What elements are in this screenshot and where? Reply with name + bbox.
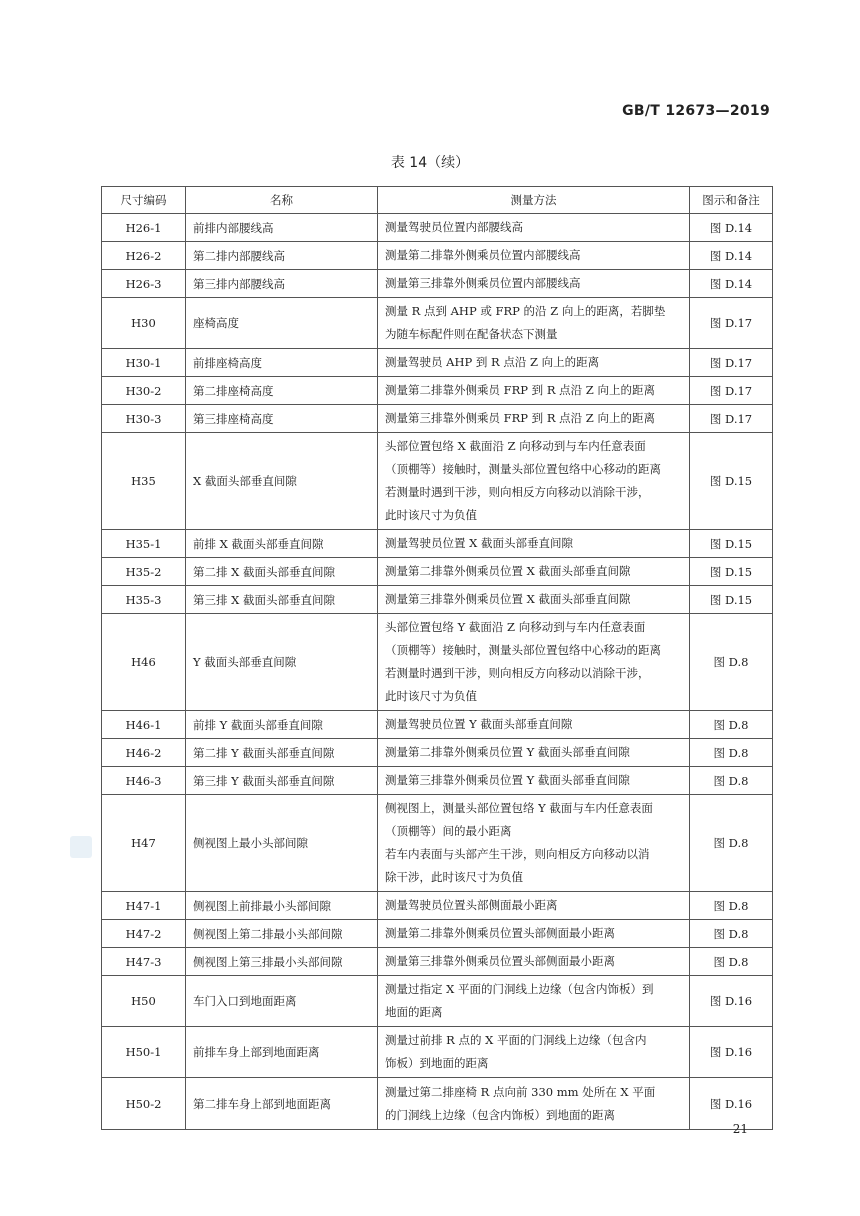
method-line: 此时该尺寸为负值 [385, 689, 477, 703]
measurement-method [378, 558, 690, 586]
dimension-code: H46 [102, 614, 186, 711]
standard-code: GB/T 12673—2019 [622, 103, 770, 119]
method-line: 测量 R 点到 AHP 或 FRP 的沿 Z 向上的距离，若脚垫 [385, 304, 666, 318]
header-code: 尺寸编码 [102, 187, 186, 214]
measurement-method [378, 948, 690, 976]
dimension-name: 车门入口到地面距离 [186, 976, 378, 1027]
figure-reference: 图 D.16 [690, 1027, 773, 1078]
table-row [102, 377, 773, 405]
dimension-code: H47-1 [102, 892, 186, 920]
dimension-code: H30-2 [102, 377, 186, 405]
figure-reference: 图 D.8 [690, 739, 773, 767]
measurement-method [378, 405, 690, 433]
table-row [102, 270, 773, 298]
measurement-method [378, 586, 690, 614]
measurement-method [378, 270, 690, 298]
table-row [102, 948, 773, 976]
figure-reference: 图 D.14 [690, 242, 773, 270]
method-line: 测量第三排靠外侧乘员位置头部侧面最小距离 [385, 954, 615, 968]
method-line: 地面的距离 [385, 1005, 443, 1019]
table-row [102, 614, 773, 711]
figure-reference: 图 D.8 [690, 892, 773, 920]
table-row [102, 976, 773, 1027]
measurement-method [378, 214, 690, 242]
figure-reference: 图 D.8 [690, 614, 773, 711]
dimension-name: 前排 Y 截面头部垂直间隙 [186, 711, 378, 739]
dimension-code: H30-1 [102, 349, 186, 377]
figure-reference: 图 D.8 [690, 920, 773, 948]
measurement-method [378, 767, 690, 795]
method-line: 头部位置包络 Y 截面沿 Z 向移动到与车内任意表面 [385, 620, 646, 634]
dimension-code: H50 [102, 976, 186, 1027]
method-line: 测量第三排靠外侧乘员位置 Y 截面头部垂直间隙 [385, 773, 630, 787]
dimension-code: H26-2 [102, 242, 186, 270]
method-line: 测量第二排靠外侧乘员位置头部侧面最小距离 [385, 926, 615, 940]
table-row [102, 1027, 773, 1078]
dimension-name: 第三排座椅高度 [186, 405, 378, 433]
dimension-name: 侧视图上第二排最小头部间隙 [186, 920, 378, 948]
method-line: 测量第二排靠外侧乘员位置 Y 截面头部垂直间隙 [385, 745, 630, 759]
measurement-method [378, 1078, 690, 1130]
dimension-code: H35-1 [102, 530, 186, 558]
dimension-name: 前排 X 截面头部垂直间隙 [186, 530, 378, 558]
measurement-method [378, 920, 690, 948]
measurement-method [378, 433, 690, 530]
dimension-code: H47-2 [102, 920, 186, 948]
figure-reference: 图 D.17 [690, 405, 773, 433]
watermark-logo [70, 836, 92, 858]
figure-reference: 图 D.15 [690, 558, 773, 586]
measurement-method [378, 795, 690, 892]
measurement-method [378, 739, 690, 767]
table-row [102, 558, 773, 586]
dimension-code: H46-3 [102, 767, 186, 795]
dimension-name: 第二排 X 截面头部垂直间隙 [186, 558, 378, 586]
figure-reference: 图 D.16 [690, 1078, 773, 1130]
table-header-row [102, 187, 773, 214]
table-row [102, 586, 773, 614]
table-row [102, 349, 773, 377]
table-row [102, 242, 773, 270]
dimension-name: 座椅高度 [186, 298, 378, 349]
header-figure: 图示和备注 [690, 187, 773, 214]
method-line: 测量第二排靠外侧乘员位置内部腰线高 [385, 248, 581, 262]
method-line: 头部位置包络 X 截面沿 Z 向移动到与车内任意表面 [385, 439, 646, 453]
method-line: 若测量时遇到干涉，则向相反方向移动以消除干涉， [385, 666, 650, 680]
measurement-method [378, 298, 690, 349]
dimension-code: H26-1 [102, 214, 186, 242]
measurement-method [378, 892, 690, 920]
method-line: 测量过前排 R 点的 X 平面的门洞线上边缘（包含内 [385, 1033, 647, 1047]
measurement-method [378, 1027, 690, 1078]
figure-reference: 图 D.17 [690, 349, 773, 377]
method-line: 测量驾驶员位置头部侧面最小距离 [385, 898, 558, 912]
page-number: 21 [732, 1122, 748, 1136]
dimension-code: H46-1 [102, 711, 186, 739]
dimension-table [101, 186, 773, 1130]
measurement-method [378, 349, 690, 377]
table-row [102, 530, 773, 558]
measurement-method [378, 377, 690, 405]
figure-reference: 图 D.8 [690, 711, 773, 739]
method-line: 测量第三排靠外侧乘员 FRP 到 R 点沿 Z 向上的距离 [385, 411, 655, 425]
table-row [102, 795, 773, 892]
figure-reference: 图 D.8 [690, 948, 773, 976]
measurement-method [378, 711, 690, 739]
dimension-code: H26-3 [102, 270, 186, 298]
figure-reference: 图 D.8 [690, 767, 773, 795]
method-line: 除干涉，此时该尺寸为负值 [385, 870, 523, 884]
dimension-name: 前排座椅高度 [186, 349, 378, 377]
figure-reference: 图 D.16 [690, 976, 773, 1027]
dimension-name: 侧视图上最小头部间隙 [186, 795, 378, 892]
figure-reference: 图 D.8 [690, 795, 773, 892]
dimension-name: Y 截面头部垂直间隙 [186, 614, 378, 711]
method-line: 若测量时遇到干涉，则向相反方向移动以消除干涉， [385, 485, 650, 499]
method-line: 测量第二排靠外侧乘员 FRP 到 R 点沿 Z 向上的距离 [385, 383, 655, 397]
method-line: 测量驾驶员 AHP 到 R 点沿 Z 向上的距离 [385, 355, 600, 369]
table-row [102, 711, 773, 739]
dimension-code: H30 [102, 298, 186, 349]
dimension-code: H46-2 [102, 739, 186, 767]
dimension-name: 第二排内部腰线高 [186, 242, 378, 270]
method-line: 饰板）到地面的距离 [385, 1056, 489, 1070]
dimension-name: 第三排 X 截面头部垂直间隙 [186, 586, 378, 614]
dimension-code: H47-3 [102, 948, 186, 976]
method-line: 测量过第二排座椅 R 点向前 330 mm 处所在 X 平面 [385, 1084, 656, 1099]
method-line: 的门洞线上边缘（包含内饰板）到地面的距离 [385, 1107, 615, 1122]
figure-reference: 图 D.14 [690, 270, 773, 298]
method-line: （顶棚等）接触时，测量头部位置包络中心移动的距离 [385, 643, 661, 657]
dimension-name: 前排车身上部到地面距离 [186, 1027, 378, 1078]
figure-reference: 图 D.17 [690, 377, 773, 405]
method-line: 测量驾驶员位置内部腰线高 [385, 220, 523, 234]
dimension-name: 第二排车身上部到地面距离 [186, 1078, 378, 1130]
dimension-name: 第二排座椅高度 [186, 377, 378, 405]
dimension-code: H35 [102, 433, 186, 530]
figure-reference: 图 D.15 [690, 586, 773, 614]
figure-reference: 图 D.15 [690, 530, 773, 558]
measurement-method [378, 976, 690, 1027]
dimension-code: H50-1 [102, 1027, 186, 1078]
measurement-method [378, 530, 690, 558]
method-line: 测量驾驶员位置 X 截面头部垂直间隙 [385, 536, 573, 550]
measurement-method [378, 242, 690, 270]
dimension-code: H35-3 [102, 586, 186, 614]
figure-reference: 图 D.15 [690, 433, 773, 530]
method-line: 测量第二排靠外侧乘员位置 X 截面头部垂直间隙 [385, 564, 631, 578]
header-name: 名称 [186, 187, 378, 214]
dimension-name: 侧视图上第三排最小头部间隙 [186, 948, 378, 976]
dimension-name: 第二排 Y 截面头部垂直间隙 [186, 739, 378, 767]
table-row [102, 739, 773, 767]
dimension-name: 第三排内部腰线高 [186, 270, 378, 298]
table-row [102, 214, 773, 242]
dimension-code: H50-2 [102, 1078, 186, 1130]
table-row [102, 298, 773, 349]
table-row [102, 1078, 773, 1130]
method-line: 测量第三排靠外侧乘员位置 X 截面头部垂直间隙 [385, 592, 631, 606]
method-line: 若车内表面与头部产生干涉，则向相反方向移动以消 [385, 847, 650, 861]
dimension-name: 前排内部腰线高 [186, 214, 378, 242]
dimension-name: 侧视图上前排最小头部间隙 [186, 892, 378, 920]
header-method: 测量方法 [378, 187, 690, 214]
table-row [102, 433, 773, 530]
dimension-name: 第三排 Y 截面头部垂直间隙 [186, 767, 378, 795]
dimension-name: X 截面头部垂直间隙 [186, 433, 378, 530]
table-caption: 表 14（续） [390, 155, 470, 171]
method-line: 侧视图上，测量头部位置包络 Y 截面与车内任意表面 [385, 801, 653, 815]
method-line: 测量过指定 X 平面的门洞线上边缘（包含内饰板）到 [385, 982, 654, 996]
method-line: 为随车标配件则在配备状态下测量 [385, 327, 558, 341]
table-row [102, 405, 773, 433]
method-line: 测量驾驶员位置 Y 截面头部垂直间隙 [385, 717, 573, 731]
dimension-code: H30-3 [102, 405, 186, 433]
figure-reference: 图 D.14 [690, 214, 773, 242]
table-row [102, 892, 773, 920]
dimension-code: H35-2 [102, 558, 186, 586]
method-line: （顶棚等）间的最小距离 [385, 824, 512, 838]
table-row [102, 767, 773, 795]
measurement-method [378, 614, 690, 711]
dimension-code: H47 [102, 795, 186, 892]
method-line: 此时该尺寸为负值 [385, 508, 477, 522]
method-line: （顶棚等）接触时，测量头部位置包络中心移动的距离 [385, 462, 661, 476]
table-row [102, 920, 773, 948]
figure-reference: 图 D.17 [690, 298, 773, 349]
method-line: 测量第三排靠外侧乘员位置内部腰线高 [385, 276, 581, 290]
